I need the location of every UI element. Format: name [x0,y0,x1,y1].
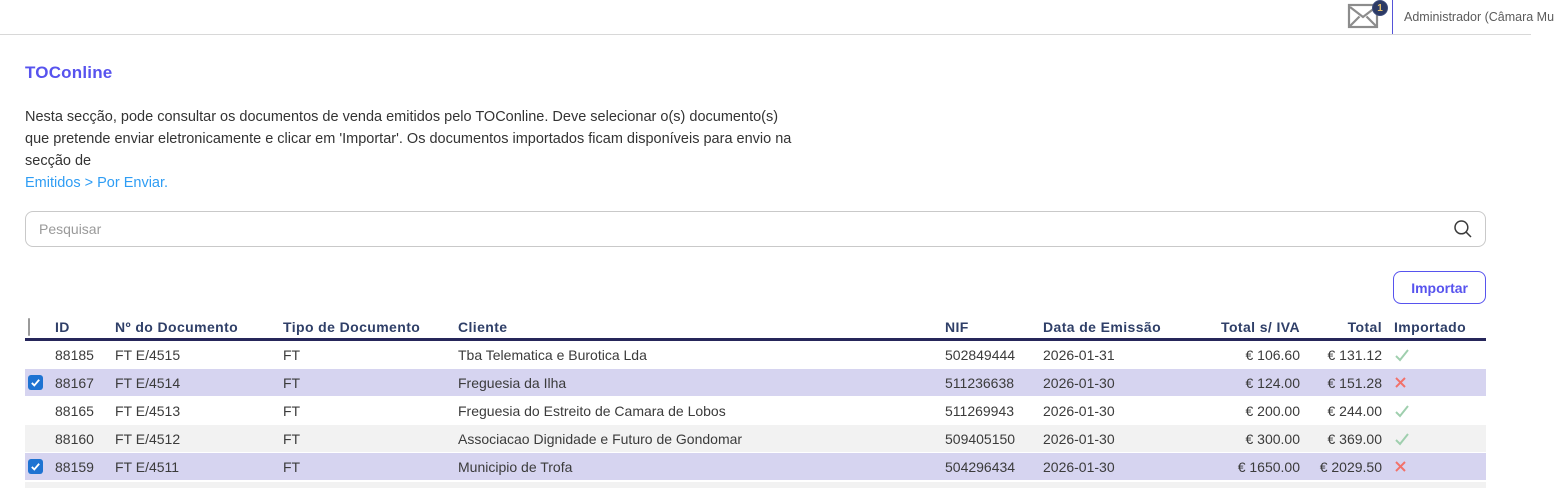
column-header-id: ID [55,318,70,335]
row-total-siva: € 200.00 [1245,402,1300,419]
row-importado-cross-icon [1382,376,1486,389]
row-cliente: Freguesia da Ilha [458,374,567,391]
topbar-separator [1392,0,1393,34]
row-total: € 131.12 [1327,346,1382,363]
column-header-total-siva: Total s/ IVA [1221,318,1300,335]
row-total-siva: € 106.60 [1245,346,1300,363]
column-header-data: Data de Emissão [1043,318,1162,335]
row-tipo: FT [283,458,301,475]
table-header [25,315,1486,341]
documents-table [25,315,1486,488]
row-documento: FT E/4513 [115,402,181,419]
import-button[interactable]: Importar [1393,271,1486,304]
table-body [25,341,1486,481]
table-row[interactable] [25,453,1486,481]
row-id: 88185 [55,346,94,363]
row-cliente: Freguesia do Estreito de Camara de Lobos [458,402,726,419]
row-checkbox-checked-icon[interactable] [28,375,43,390]
row-documento: FT E/4511 [115,458,180,475]
row-total: € 151.28 [1327,374,1382,391]
row-importado-check-icon [1382,432,1486,446]
row-total: € 369.00 [1327,430,1382,447]
search-icon[interactable] [1453,219,1473,244]
row-tipo: FT [283,430,301,447]
row-cliente: Municipio de Trofa [458,458,573,475]
table-row[interactable] [25,341,1486,369]
column-header-total: Total [1347,318,1382,335]
row-documento: FT E/4512 [115,430,181,447]
row-id: 88167 [55,374,94,391]
row-nif: 511236638 [945,374,1015,391]
row-id: 88160 [55,430,94,447]
column-header-documento: Nº do Documento [115,318,239,335]
row-data-emissao: 2026-01-30 [1043,374,1115,391]
row-cliente: Associacao Dignidade e Futuro de Gondomar [458,430,743,447]
emitidos-por-enviar-link[interactable]: Emitidos > Por Enviar. [25,175,169,191]
row-tipo: FT [283,374,301,391]
row-total-siva: € 300.00 [1245,430,1300,447]
row-data-emissao: 2026-01-31 [1043,346,1115,363]
column-header-tipo: Tipo de Documento [283,318,421,335]
column-header-importado: Importado [1394,318,1467,335]
user-menu[interactable]: Administrador (Câmara Mu [1404,10,1554,24]
table-row[interactable] [25,369,1486,397]
row-importado-check-icon [1382,348,1486,362]
row-importado-cross-icon [1382,460,1486,473]
row-tipo: FT [283,402,301,419]
row-data-emissao: 2026-01-30 [1043,458,1115,475]
row-id: 88165 [55,402,94,419]
page-title: TOConline [25,63,113,82]
row-checkbox-cell[interactable] [25,459,50,474]
row-total-siva: € 124.00 [1245,374,1300,391]
row-cliente: Tba Telematica e Burotica Lda [458,346,647,363]
row-tipo: FT [283,346,301,363]
row-id: 88159 [55,458,94,475]
page-description: Nesta secção, pode consultar os documentos de venda emitidos pelo TOConline. Deve selecionar o(s) documento(s) que pretende enviar eletronicamente e clicar em 'Importar'. Os documentos importados ficam disponíveis para envio na secção de [25,109,792,169]
row-nif: 509405150 [945,430,1016,447]
row-checkbox-checked-icon[interactable] [28,459,43,474]
row-documento: FT E/4514 [115,374,181,391]
search-input[interactable] [25,211,1486,247]
row-total-siva: € 1650.00 [1237,458,1300,475]
partial-next-row [25,482,1486,488]
column-header-cliente: Cliente [458,318,508,335]
row-documento: FT E/4515 [115,346,181,363]
table-row[interactable] [25,397,1486,425]
select-all-checkbox[interactable] [28,318,30,336]
row-data-emissao: 2026-01-30 [1043,430,1115,447]
row-data-emissao: 2026-01-30 [1043,402,1115,419]
row-checkbox-cell[interactable] [25,375,50,390]
row-total: € 244.00 [1327,402,1382,419]
row-nif: 511269943 [945,402,1015,419]
mail-notifications-button[interactable] [1347,2,1383,29]
column-header-nif: NIF [945,318,969,335]
table-row[interactable] [25,425,1486,453]
top-bar [0,0,1554,35]
row-total: € 2029.50 [1319,458,1382,475]
row-importado-check-icon [1382,404,1486,418]
row-nif: 502849444 [945,346,1016,363]
notification-badge: 1 [1372,0,1388,16]
row-nif: 504296434 [945,458,1016,475]
